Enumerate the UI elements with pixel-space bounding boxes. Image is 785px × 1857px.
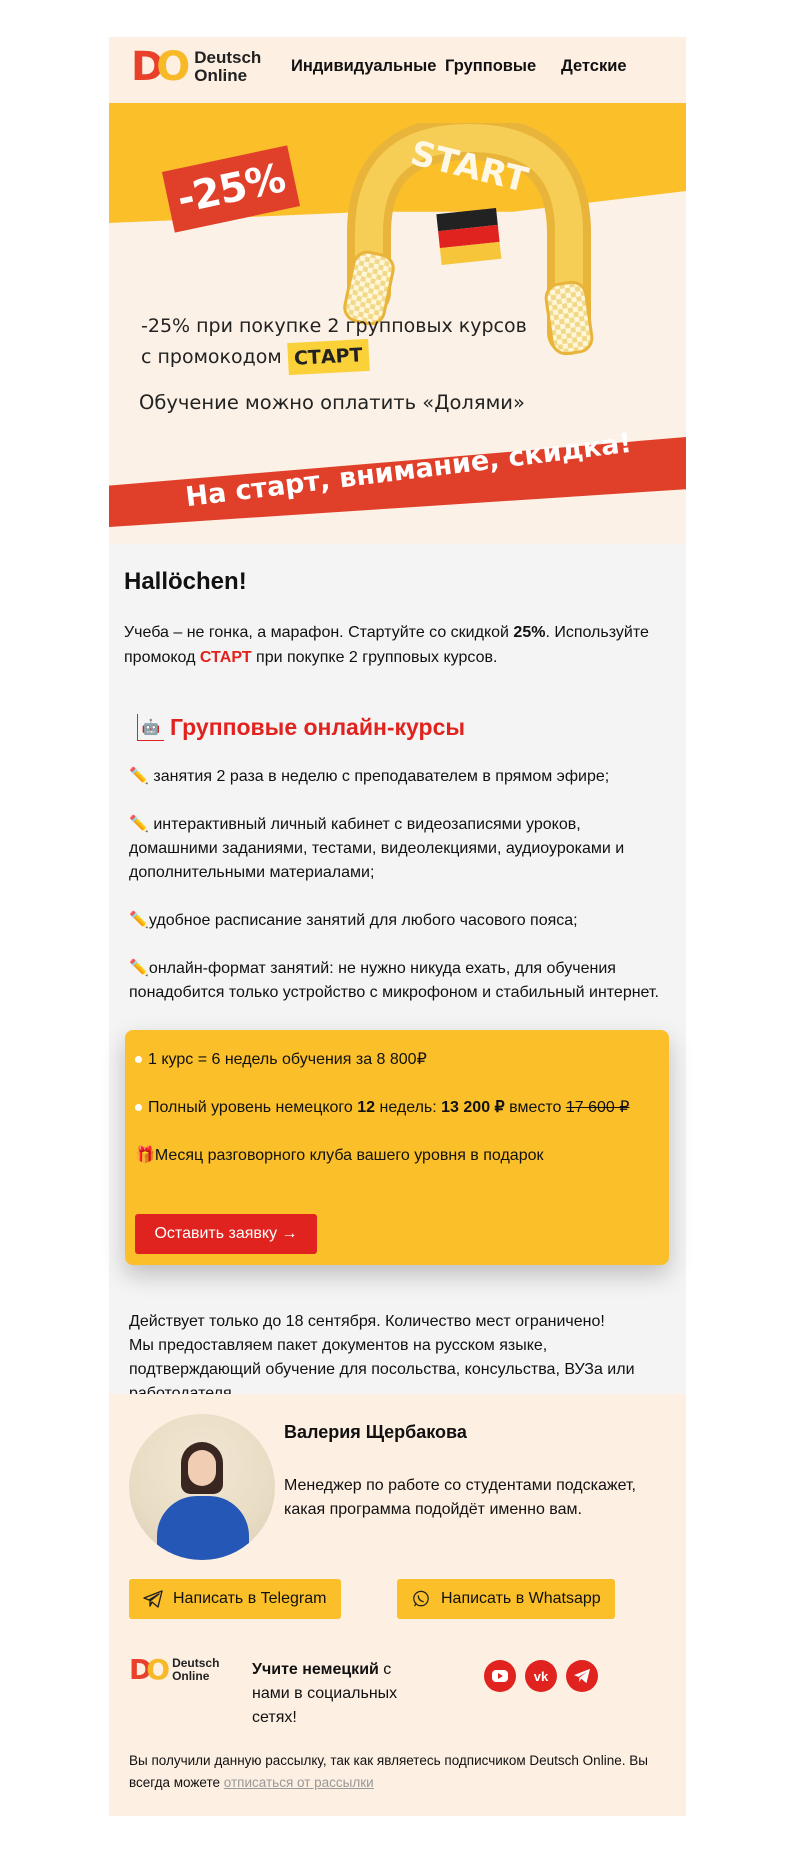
- notice-text: Действует только до 18 сентября. Количество мест ограничено! Мы предоставляем пакет документов на русском языке, подтверждающий обучение для посольства, консульства, ВУЗа или: [129, 1313, 635, 1378]
- manager-description: Менеджер по работе со студентами подскажет, какая программа подойдёт именно вам.: [284, 1477, 636, 1518]
- intro-text: Учеба – не гонка, а марафон. Стартуйте со скидкой 25%. Используйте промокод СТАРТ при покупке 2 групповых курсов.: [124, 624, 649, 666]
- unsubscribe-link[interactable]: отписаться от рассылки: [223, 1775, 374, 1790]
- price-row-gift: 🎁Месяц разговорного клуба вашего уровня в подарок: [135, 1147, 544, 1164]
- logo-text: Deutsch Online: [194, 48, 262, 85]
- whatsapp-button[interactable]: Написать в Whatsapp: [397, 1579, 615, 1619]
- nav-group[interactable]: Групповые: [445, 57, 537, 75]
- nav-individual[interactable]: Индивидуальные: [291, 57, 437, 75]
- feature-item: ✏️удобное расписание занятий для любого часового пояса;: [129, 912, 578, 929]
- submit-request-button[interactable]: Оставить заявку →: [135, 1214, 317, 1254]
- youtube-icon[interactable]: [484, 1660, 516, 1692]
- gift-icon: 🎁: [135, 1147, 155, 1164]
- discount-badge: -25%: [162, 145, 300, 232]
- main-content: [109, 544, 686, 1394]
- promo-code-highlight: СТАРТ: [287, 339, 369, 375]
- social-invite: Учите немецкий с нами в социальных сетях!: [252, 1661, 398, 1726]
- feature-item: ✏️онлайн-формат занятий: не нужно никуда ехать, для обучения понадобится только устройство с микрофоном и стабильный интернет.: [129, 960, 659, 1001]
- email-container: [109, 37, 686, 1816]
- telegram-button[interactable]: Написать в Telegram: [129, 1579, 341, 1619]
- bullet-icon: [135, 1104, 142, 1111]
- avatar: [129, 1414, 275, 1560]
- pencil-icon: ✏️: [129, 960, 149, 977]
- banner-installment: Обучение можно оплатить «Долями»: [139, 391, 525, 414]
- feature-item: ✏️ занятия 2 раза в неделю с преподавателем в прямом эфире;: [129, 768, 610, 785]
- pencil-icon: ✏️: [129, 816, 149, 833]
- robot-icon: 🤖: [137, 714, 164, 741]
- logo-mark: DO: [131, 44, 183, 90]
- pencil-icon: ✏️: [129, 768, 149, 785]
- price-row-full-level: Полный уровень немецкого 12 недель: 13 200 ₽ вместо 17 600 ₽: [135, 1096, 659, 1120]
- nav-kids[interactable]: Детские: [561, 57, 627, 75]
- manager-name: Валерия Щербакова: [284, 1422, 467, 1442]
- banner-ribbon-text: На старт, внимание, скидка!: [183, 427, 634, 514]
- greeting: Hallöchen!: [124, 568, 247, 595]
- feature-item: ✏️ интерактивный личный кабинет с видеозаписями уроков, домашними заданиями, тестами, видеолекциями, аудиоуроками и дополнительными материалами;: [129, 816, 625, 881]
- pencil-icon: ✏️: [129, 912, 149, 929]
- disclaimer: Вы получили данную рассылку, так как являетесь подписчиком Deutsch Online. Вы всегда можете отписаться от рассылки: [129, 1753, 648, 1790]
- footer-logo[interactable]: DO Deutsch Online: [129, 1653, 220, 1686]
- pricing-card: [125, 1030, 669, 1265]
- vk-icon[interactable]: vk: [525, 1660, 557, 1692]
- price-row-course: 1 курс = 6 недель обучения за 8 800₽: [135, 1048, 659, 1072]
- whatsapp-icon: [411, 1590, 431, 1608]
- courses-heading: 🤖 Групповые онлайн-курсы: [137, 714, 671, 741]
- header: [109, 37, 686, 103]
- svg-text:START: START: [406, 133, 532, 201]
- promo-banner[interactable]: [109, 103, 686, 544]
- logo[interactable]: [131, 44, 262, 90]
- bullet-icon: [135, 1056, 142, 1063]
- telegram-icon: [143, 1590, 163, 1608]
- telegram-social-icon[interactable]: [566, 1660, 598, 1692]
- banner-offer: -25% при покупке 2 групповых курсов с промокодом СТАРТ: [141, 311, 527, 373]
- manager-section: [109, 1394, 686, 1816]
- german-flag-icon: [436, 208, 501, 265]
